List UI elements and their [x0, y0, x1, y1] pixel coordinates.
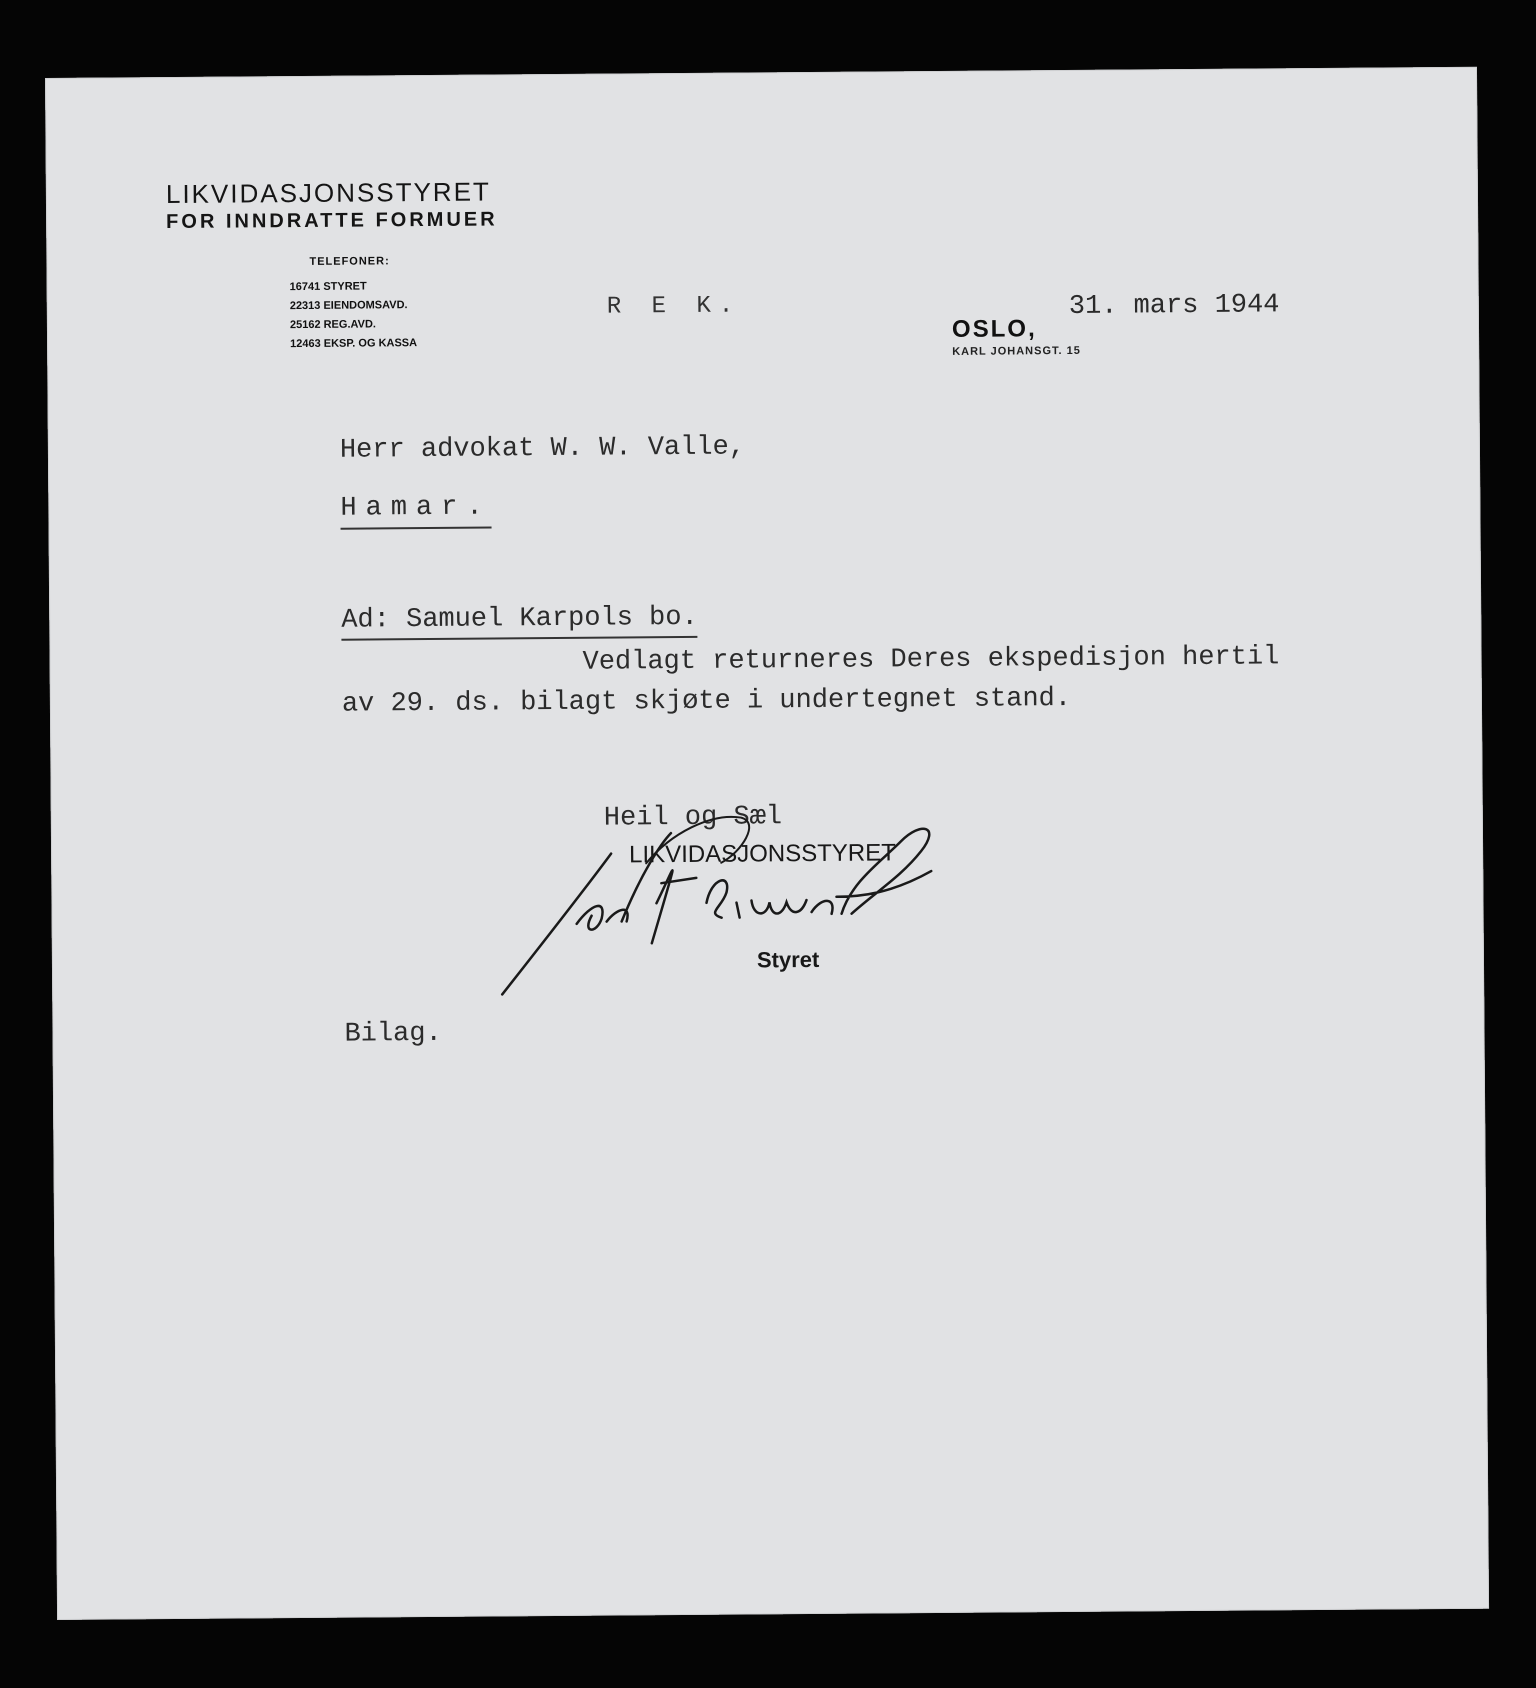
letterhead-org-name: LIKVIDASJONSSTYRET — [165, 176, 491, 210]
letterhead-address: KARL JOHANSGT. 15 — [952, 344, 1081, 358]
letterhead-city: OSLO, — [951, 315, 1037, 343]
recipient-name: Herr advokat W. W. Valle, — [339, 432, 746, 466]
stamp-board: Styret — [756, 946, 820, 973]
phone-entry: 16741 STYRET — [289, 280, 367, 294]
letter-page — [45, 67, 1489, 1620]
handwritten-signature — [481, 801, 983, 1005]
phone-entry: 22313 EIENDOMSAVD. — [289, 299, 408, 313]
letterhead-org-subtitle: FOR INNDRATTE FORMUER — [166, 208, 498, 234]
body-line: av 29. ds. bilagt skjøte i undertegnet stand. — [341, 683, 1072, 720]
subject-line: Ad: Samuel Karpols bo. — [341, 603, 698, 641]
recipient-city: Hamar. — [340, 493, 491, 530]
enclosure-note: Bilag. — [344, 1018, 442, 1050]
phone-heading: TELEFONER: — [309, 255, 390, 268]
phone-entry: 25162 REG.AVD. — [289, 318, 377, 332]
rek-mark: R E K. — [606, 292, 742, 321]
phone-list — [290, 277, 418, 354]
body-line: Vedlagt returneres Deres ekspedisjon hertil — [582, 642, 1280, 678]
letter-date: 31. mars 1944 — [1068, 290, 1280, 322]
stamp-org-name: LIKVIDASJONSSTYRET — [629, 839, 896, 869]
phone-entry: 12463 EKSP. OG KASSA — [290, 337, 418, 351]
greeting: Heil og Sæl — [603, 802, 783, 834]
